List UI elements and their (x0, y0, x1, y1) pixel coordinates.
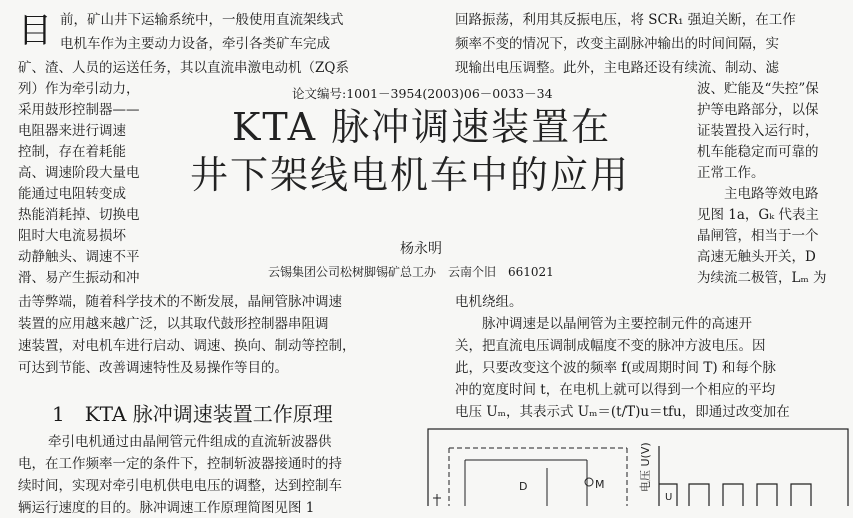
label-d: D (519, 480, 528, 493)
body-line: 冲的宽度时间 t，在电机上就可以得到一个相应的平均 (455, 382, 776, 398)
body-line: 回路振荡，利用其反振电压，将 SCR₁ 强迫关断，在工作 (455, 12, 796, 28)
body-line: 动静触头、调速不平 (18, 249, 140, 265)
figure-border (428, 429, 848, 506)
body-line: 滑、易产生振动和冲 (18, 270, 140, 286)
body-line: 关，把直流电压调制成幅度不变的脉冲方波电压。因 (455, 338, 766, 354)
paper-number: 论文编号:1001－3954(2003)06－0033－34 (292, 86, 553, 101)
body-line: 主电路等效电路 (697, 186, 819, 202)
body-line: 电机车作为主要动力设备，牵引各类矿车完成 (60, 36, 330, 52)
body-line: 为续流二极管，Lₘ 为 (697, 270, 827, 286)
body-line: 护等电路部分，以保 (697, 102, 819, 118)
body-line: 控制，存在着耗能 (18, 144, 126, 160)
body-line: 续时间，实现对牵引电机供电电压的调整，达到控制车 (18, 478, 342, 494)
body-line: 可达到节能、改善调速特性及易操作等目的。 (18, 360, 288, 376)
article-title-line1: KTA 脉冲调速装置在 (232, 105, 612, 149)
body-line: 电机绕组。 (455, 294, 523, 310)
body-line: 晶闸管，相当于一个 (697, 228, 819, 244)
body-line: 牵引电机通过由晶闸管元件组成的直流斩波器供 (48, 434, 332, 450)
body-line: 波、贮能及“失控”保 (697, 81, 819, 97)
body-line: 正常工作。 (697, 165, 765, 181)
body-line: 采用鼓形控制器—— (18, 102, 140, 118)
body-line: 能通过电阻转变成 (18, 186, 126, 202)
body-line: 见图 1a，Gₖ 代表主 (697, 207, 819, 223)
body-line: 机车能稳定而可靠的 (697, 144, 819, 160)
axis-label-voltage: 电压 U(V) (639, 442, 652, 492)
label-u: U (665, 492, 673, 503)
label-m: M (595, 478, 605, 491)
body-line: 击等弊端，随着科学技术的不断发展，晶闸管脉冲调速 (18, 294, 342, 310)
body-line: 此，只要改变这个波的频率 f(或周期时间 T) 和每个脉 (455, 360, 776, 376)
body-line: 电压 Uₘ，其表示式 Uₘ＝(t/T)u＝tfu，即通过改变加在 (455, 404, 790, 420)
body-line: 列）作为牵引动力， (18, 81, 140, 97)
body-line: 装置的应用越来越广泛，以其取代鼓形控制器串阻调 (18, 316, 329, 332)
body-line: 矿、渣、人员的运送任务，其以直流串激电动机（ZQ系 (18, 60, 349, 76)
article-title-line2: 井下架线电机车中的应用 (190, 153, 631, 197)
body-line: 高、调速阶段大量电 (18, 165, 140, 181)
body-line: 现输出电压调整。此外，主电路还设有续流、制动、滤 (455, 60, 779, 76)
body-line: 证装置投入运行时， (697, 123, 819, 139)
body-line: 阻时大电流易损坏 (18, 228, 126, 244)
body-line: 速装置，对电机车进行启动、调速、换向、制动等控制， (18, 338, 356, 354)
body-line: 频率不变的情况下，改变主副脉冲输出的时间间隔，实 (455, 36, 779, 52)
circuit-diagram (433, 448, 627, 506)
circuit-waveform-figure (427, 428, 853, 506)
body-line: 前，矿山井下运输系统中，一般使用直流架线式 (60, 12, 344, 28)
drop-cap: 目 (18, 11, 52, 51)
body-line: 高速无触头开关，D (697, 249, 816, 265)
section-heading: 1 KTA 脉冲调速装置工作原理 (52, 402, 333, 426)
waveform-plot (659, 446, 811, 506)
body-line: 脉冲调速是以晶闸管为主要控制元件的高速开 (455, 316, 752, 332)
body-line: 电，在工作频率一定的条件下，控制斩波器接通时的持 (18, 456, 342, 472)
body-line: 热能消耗掉、切换电 (18, 207, 140, 223)
body-line: 电阻器来进行调速 (18, 123, 126, 139)
author-name: 杨永明 (400, 241, 442, 257)
body-line: 辆运行速度的目的。脉冲调速工作原理简图见图 1 (18, 500, 315, 516)
author-affiliation: 云锡集团公司松树脚锡矿总工办 云南个旧 661021 (268, 265, 554, 279)
